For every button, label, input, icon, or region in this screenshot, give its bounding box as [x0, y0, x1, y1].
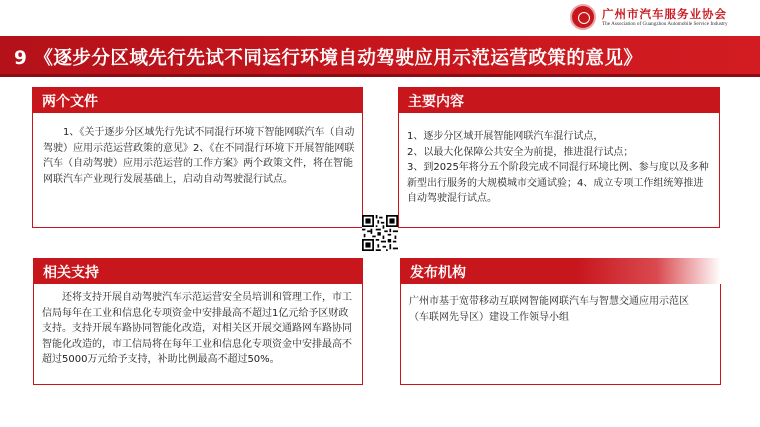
- documents-body: 1、《关于逐步分区域先行先试不同混行环境下智能网联汽车（自动驾驶）应用示范运营政策的意见》2、《在不同混行环境下开展智能网联汽车（自动驾驶）应用示范运营的工作方案》两个政策文件，将在智能网联汽车产业现行发展基础上，启动自动驾驶混行试点。: [43, 127, 355, 185]
- main-content-body: [407, 129, 713, 207]
- page-title: 9 《逐步分区域先行先试不同运行环境自动驾驶应用示范运营政策的意见》: [14, 48, 643, 69]
- publisher-body: 广州市基于宽带移动互联网智能网联汽车与智慧交通应用示范区（车联网先导区）建设工作领导小组: [409, 296, 689, 323]
- org-name-cn: 广州市汽车服务业协会: [602, 7, 727, 21]
- support-body: 还将支持开展自动驾驶汽车示范运营安全员培训和管理工作，市工信局每年在工业和信息化专项资金中安排最高不超过1亿元给予区财政支持。支持开展车路协同智能化改造，对相关区开展交通路网车路协同智能化改造的，市工信局将在每年工业和信息化专项资金中安排最高不超过5000万元给予支持，补助比例最高不超过50%。: [42, 292, 352, 365]
- title-bar: [0, 36, 760, 74]
- support-panel: [33, 258, 363, 385]
- publisher-panel: [400, 258, 721, 385]
- header-logo: [570, 4, 756, 32]
- org-name-en: The Association of Guangzhou Automobile Service Industry: [602, 21, 728, 27]
- main-content-heading: 主要内容: [398, 87, 720, 113]
- documents-heading: 两个文件: [32, 87, 363, 113]
- support-heading: 相关支持: [33, 258, 363, 284]
- qr-code-icon: [362, 215, 398, 251]
- association-seal-logo: [570, 4, 596, 30]
- documents-panel: [32, 87, 363, 228]
- main-content-line: 2、以最大化保障公共安全为前提，推进混行试点；: [407, 146, 634, 158]
- main-content-line: 1、逐步分区域开展智能网联汽车混行试点，: [407, 131, 604, 142]
- main-content-line: 3、到2025年将分五个阶段完成不同混行环境比例、参与度以及多种新型出行服务的大规模城市交通试验；4、成立专项工作组统筹推进自动驾驶混行试点。: [407, 162, 709, 204]
- publisher-heading: 发布机构: [400, 258, 721, 284]
- main-content-panel: [398, 87, 720, 228]
